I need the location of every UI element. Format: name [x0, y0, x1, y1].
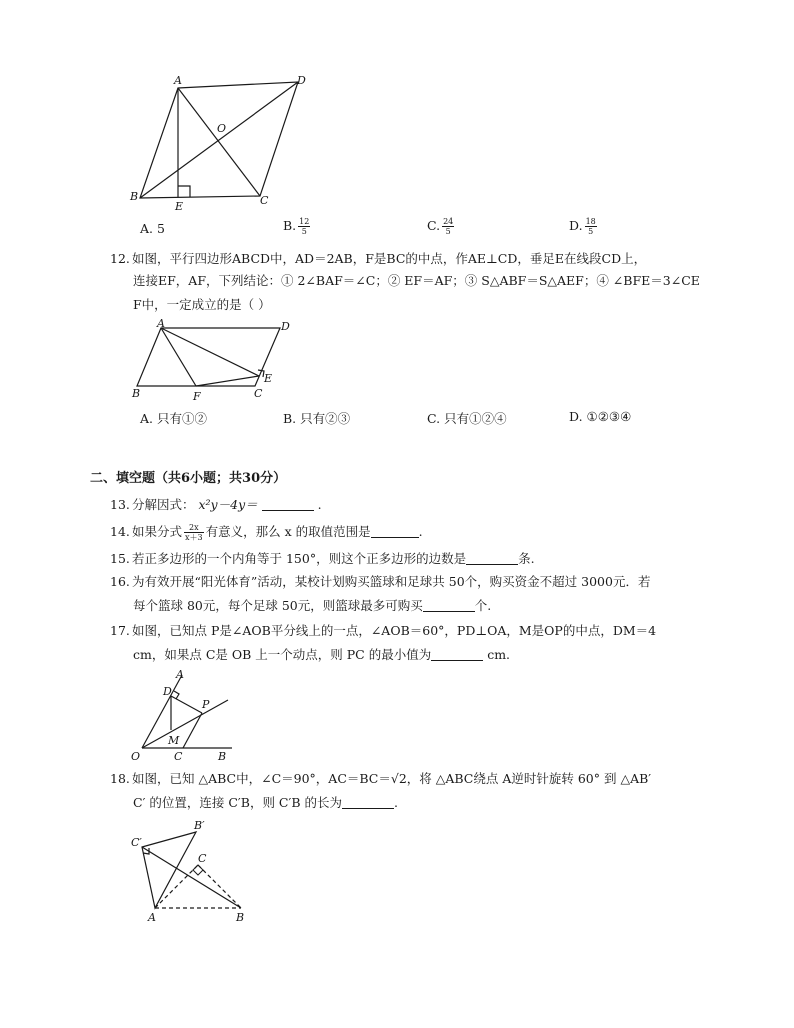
q12-figure	[125, 318, 295, 406]
q12-option-c: C. 只有①②④	[427, 411, 507, 426]
q17-label-m: M	[168, 734, 180, 747]
q12-label-e: E	[264, 372, 273, 385]
q18-answer-blank[interactable]	[342, 794, 394, 809]
q12-label-d: D	[281, 320, 290, 333]
q11-label-b: B	[130, 190, 139, 203]
q18-label-a: A	[148, 911, 156, 924]
q11-label-a: A	[174, 74, 182, 87]
q13-answer-blank[interactable]	[262, 496, 314, 511]
q11-label-d: D	[297, 74, 306, 87]
q15-answer-blank[interactable]	[466, 550, 518, 565]
q17-label-d: D	[163, 685, 172, 698]
q11-label-c: C	[260, 194, 269, 207]
q11-option-a: A. 5	[140, 221, 165, 236]
q12-text-line3: F中，一定成立的是（ ）	[133, 297, 271, 312]
q11-option-b: B. $\frac{12}{5}$	[283, 217, 310, 236]
q17-label-c: C	[174, 750, 183, 763]
q15-text: 15. 若正多边形的一个内角等于 150°，则这个正多边形的边数是 条.	[110, 551, 535, 566]
q17-text-line1: 17. 如图，已知点 P是∠AOB平分线上的一点，∠AOB＝60°，PD⊥OA，M是OP的中点，DM＝4	[110, 623, 657, 638]
section-heading: 二、填空题（共6小题；共30分）	[90, 471, 287, 486]
q18-text-line1: 18. 如图，已知 △ABC中，∠C＝90°，AC＝BC＝√2，将 △ABC绕点 A逆时针旋转 60° 到 △AB′	[110, 771, 652, 786]
q17-text-line2: cm，如果点 C是 OB 上一个动点，则 PC 的最小值为 cm.	[133, 647, 511, 662]
q12-label-a: A	[157, 318, 165, 330]
q11-label-o: O	[217, 122, 227, 135]
q18-label-b: B	[236, 911, 245, 924]
q11-option-c: C. $\frac{24}{5}$	[427, 217, 454, 236]
q11-option-d: D. $\frac{18}{5}$	[569, 217, 596, 236]
q14-answer-blank[interactable]	[371, 523, 419, 538]
q13-text: 13. 分解因式： x²y－4y＝ .	[110, 497, 322, 512]
q12-option-a: A. 只有①②	[140, 411, 207, 426]
q17-answer-blank[interactable]	[431, 646, 483, 661]
q16-answer-blank[interactable]	[423, 597, 475, 612]
q16-text-line2: 每个篮球 80元，每个足球 50元，则篮球最多可购买 个.	[133, 598, 492, 613]
q17-figure	[128, 668, 243, 766]
q12-option-d: D. ①②③④	[569, 409, 632, 424]
q16-text-line1: 16. 为有效开展“阳光体育”活动，某校计划购买篮球和足球共 50个，购买资金不超过 3000元．若	[110, 574, 651, 589]
q12-label-f: F	[193, 390, 201, 403]
q11-figure	[120, 70, 320, 215]
q17-label-o: O	[131, 750, 141, 763]
q18-figure	[126, 815, 261, 927]
q12-label-b: B	[132, 387, 141, 400]
q14-text: 14. 如果分式 $\frac{2x}{x+3}$ 有意义，那么 x 的取值范围是 .	[110, 523, 423, 542]
q18-label-c: C	[198, 852, 207, 865]
q18-label-c-prime: C′	[131, 836, 142, 849]
q18-text-line2: C′ 的位置，连接 C′B，则 C′B 的长为 .	[133, 795, 398, 810]
q12-text-line1: 12. 如图，平行四边形ABCD中，AD＝2AB，F是BC的中点，作AE⊥CD，垂足E在线段CD上，	[110, 251, 647, 266]
q11-label-e: E	[175, 200, 184, 213]
q17-label-b: B	[218, 750, 227, 763]
q12-label-c: C	[254, 387, 263, 400]
q17-label-p: P	[202, 698, 210, 711]
q18-label-b-prime: B′	[194, 819, 205, 832]
q17-label-a: A	[176, 668, 184, 681]
q12-text-line2: 连接EF，AF，下列结论：① 2∠BAF＝∠C；② EF＝AF；③ S△ABF＝S△AEF；④ ∠BFE＝3∠CE	[133, 273, 700, 288]
q12-option-b: B. 只有②③	[283, 411, 351, 426]
